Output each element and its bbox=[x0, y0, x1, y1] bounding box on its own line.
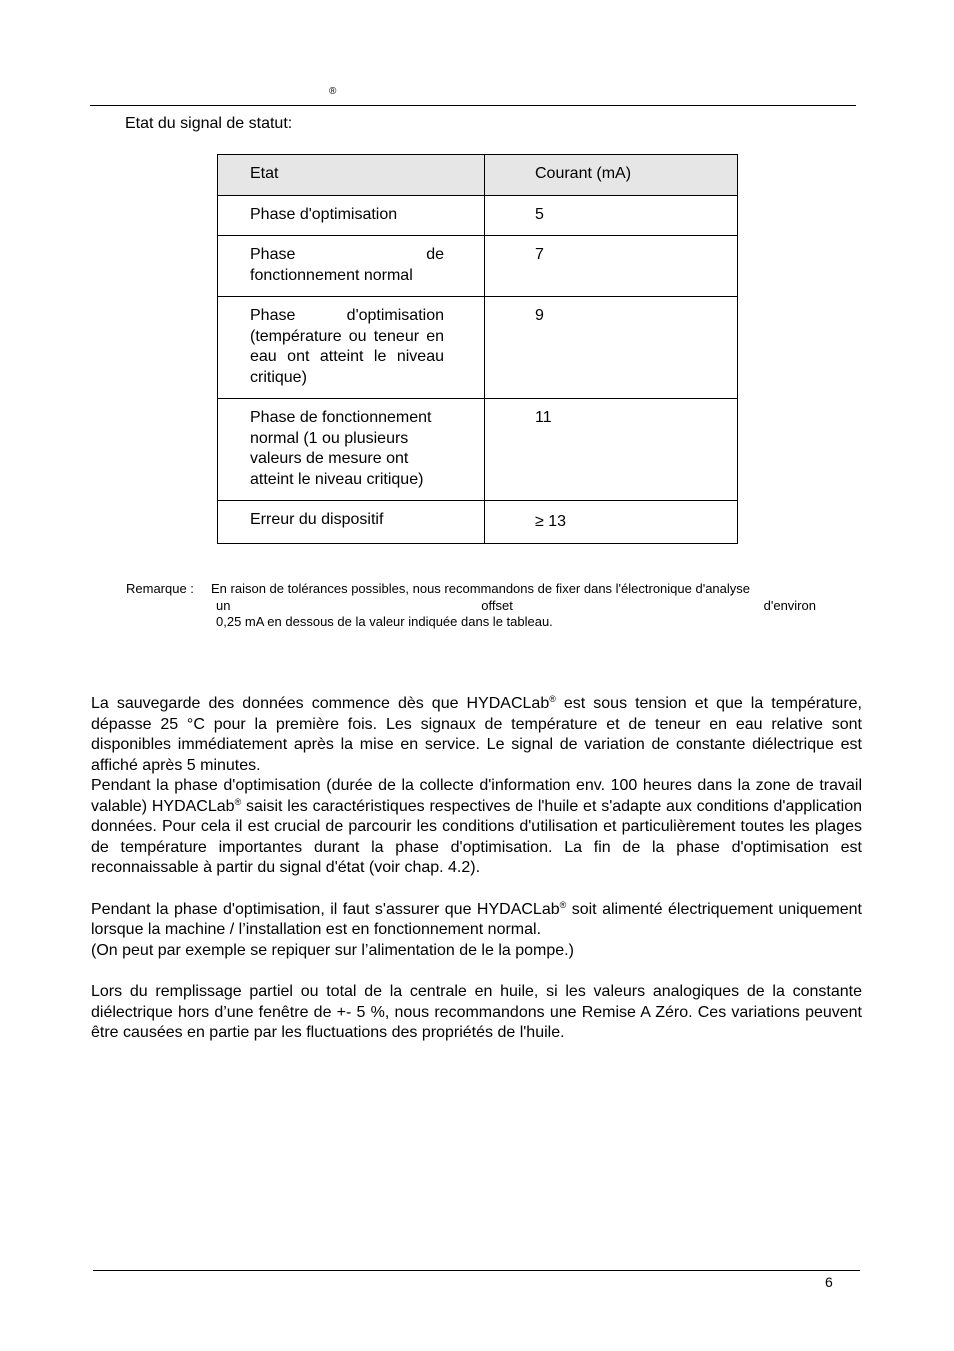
current-cell: ≥ 13 bbox=[535, 513, 567, 530]
registered-mark: ® bbox=[559, 899, 567, 910]
remark-line-2: un offset d'environ bbox=[216, 597, 816, 613]
registered-mark: ® bbox=[549, 694, 556, 704]
table-row bbox=[218, 236, 738, 297]
current-cell: 5 bbox=[535, 205, 544, 223]
body-text bbox=[91, 694, 862, 1044]
table-header-row bbox=[218, 155, 738, 196]
state-cell: Phase de fonctionnement normal bbox=[250, 246, 444, 284]
paragraph-data-saving: La sauvegarde des données commence dès que HYDACLab® est sous tension et que la température, dépasse 25 °C pour la première fois. Les signaux de température et de teneur en eau relative sont disponibles immédiatement après la mise en service. Le signal de variation de constante diélectrique est affiché après 5 minutes. bbox=[91, 694, 862, 774]
section-intro: Etat du signal de statut: bbox=[125, 115, 293, 132]
header-rule bbox=[90, 105, 856, 106]
state-cell: Phase d'optimisation bbox=[250, 205, 398, 223]
remark-line-1: En raison de tolérances possibles, nous recommandons de fixer dans l'électronique d'analyse bbox=[211, 581, 750, 596]
remark-line-3: 0,25 mA en dessous de la valeur indiquée dans le tableau. bbox=[216, 614, 553, 629]
header-current: Courant (mA) bbox=[535, 165, 632, 182]
paragraph-pump-note: (On peut par exemple se repiquer sur l’alimentation de le la pompe.) bbox=[91, 941, 574, 959]
registered-mark: ® bbox=[329, 86, 337, 97]
table-row bbox=[218, 399, 738, 501]
table-row bbox=[218, 501, 738, 544]
table-row bbox=[218, 195, 738, 236]
paragraph-power-supply: Pendant la phase d'optimisation, il faut s'assurer que HYDACLab® soit alimenté électriquement uniquement lorsque la machine / l’installation est en fonctionnement normal. bbox=[91, 899, 862, 938]
table-row bbox=[218, 297, 738, 399]
footer-rule bbox=[93, 1270, 860, 1271]
page-number: 6 bbox=[825, 1274, 833, 1290]
registered-mark: ® bbox=[234, 796, 242, 807]
state-cell: Phase d'optimisation (température ou teneur en eau ont atteint le niveau critique) bbox=[250, 307, 444, 386]
current-cell: 11 bbox=[535, 409, 552, 426]
remark-label: Remarque : bbox=[126, 581, 194, 596]
header-state: Etat bbox=[250, 165, 279, 182]
state-cell: Phase de fonctionnement normal (1 ou plusieurs valeurs de mesure ont atteint le niveau critique) bbox=[250, 409, 432, 488]
current-cell: 7 bbox=[535, 246, 544, 263]
paragraph-optimisation: Pendant la phase d'optimisation (durée de la collecte d'information env. 100 heures dans la zone de travail valable) HYDACLab® saisit les caractéristiques respectives de l'huile et s'adapte aux conditions d'application données. Pour cela il est crucial de parcourir les conditions d'utilisation et particulièrement toutes les plages de température importantes durant la phase d'optimisation. La fin de la phase d'optimisation est reconnaissable à partir du signal d'état (voir chap. 4.2). bbox=[91, 777, 862, 876]
state-cell: Erreur du dispositif bbox=[250, 511, 384, 528]
current-cell: 9 bbox=[535, 307, 544, 324]
status-signal-table bbox=[217, 154, 738, 544]
paragraph-refilling: Lors du remplissage partiel ou total de la centrale en huile, si les valeurs analogiques de la constante diélectrique hors d’une fenêtre de +- 5 %, nous recommandons une Remise A Zéro. Ces variations peuvent être causées en partie par les fluctuations des propriétés de l'huile. bbox=[91, 983, 862, 1041]
